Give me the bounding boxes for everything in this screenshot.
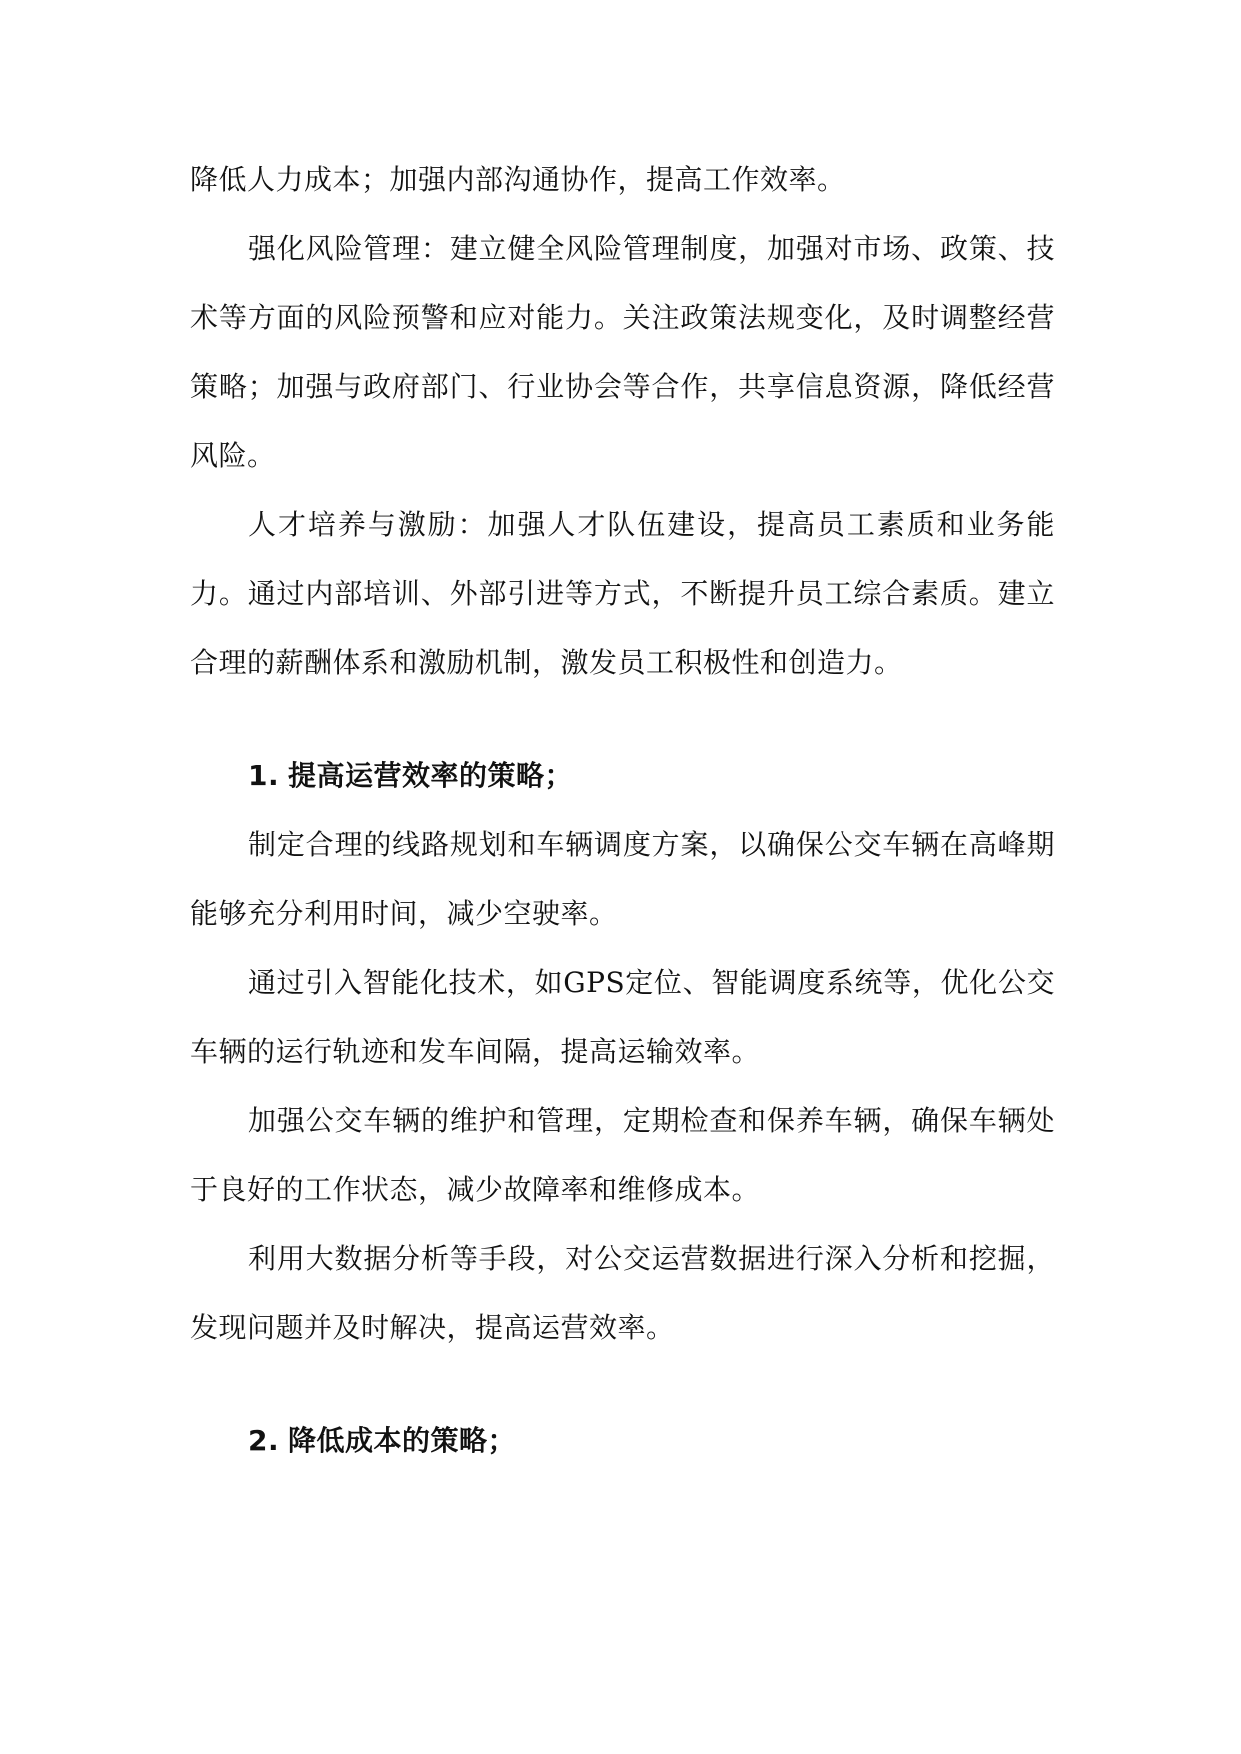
- paragraph-smart-technology: 通过引入智能化技术，如GPS定位、智能调度系统等，优化公交车辆的运行轨迹和发车间隔，提高运输效率。: [190, 966, 1055, 1068]
- section-heading-2: [190, 1406, 1055, 1475]
- paragraph-vehicle-maintenance: 加强公交车辆的维护和管理，定期检查和保养车辆，确保车辆处于良好的工作状态，减少故障率和维修成本。: [190, 1104, 1055, 1206]
- section-title: 降低成本的策略；: [288, 1424, 517, 1457]
- document-page: [190, 145, 1055, 1475]
- section-heading-1: [190, 741, 1055, 810]
- paragraph-big-data: 利用大数据分析等手段，对公交运营数据进行深入分析和挖掘，发现问题并及时解决，提高运营效率。: [190, 1242, 1055, 1344]
- paragraph-continuation: 降低人力成本；加强内部沟通协作，提高工作效率。: [190, 163, 846, 196]
- section-number: 1.: [248, 759, 280, 792]
- section-spacer: [190, 697, 1055, 741]
- paragraph-route-planning: 制定合理的线路规划和车辆调度方案，以确保公交车辆在高峰期能够充分利用时间，减少空驶率。: [190, 828, 1055, 930]
- section-spacer: [190, 1362, 1055, 1406]
- paragraph-talent-development: 人才培养与激励：加强人才队伍建设，提高员工素质和业务能力。通过内部培训、外部引进等方式，不断提升员工综合素质。建立合理的薪酬体系和激励机制，激发员工积极性和创造力。: [190, 508, 1055, 679]
- paragraph-risk-management: 强化风险管理：建立健全风险管理制度，加强对市场、政策、技术等方面的风险预警和应对能力。关注政策法规变化，及时调整经营策略；加强与政府部门、行业协会等合作，共享信息资源，降低经营风险。: [190, 232, 1055, 472]
- section-title: 提高运营效率的策略；: [288, 759, 574, 792]
- section-number: 2.: [248, 1424, 280, 1457]
